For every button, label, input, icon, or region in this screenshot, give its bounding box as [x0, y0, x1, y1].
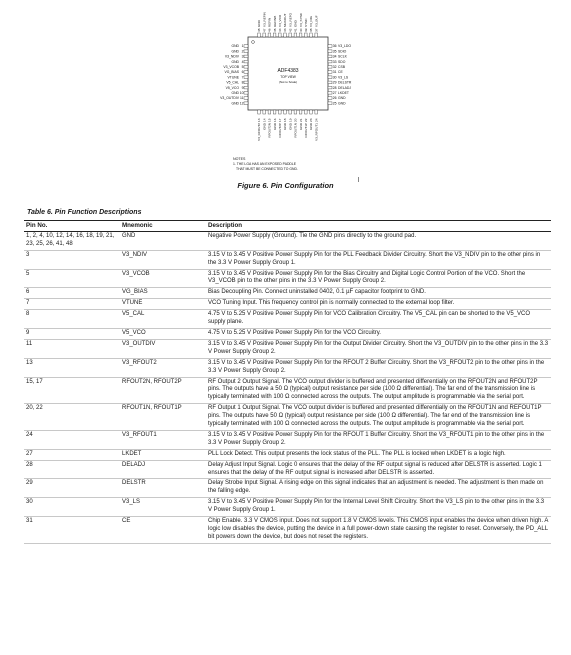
- table-row: [24, 231, 551, 250]
- pin-label: GND: [309, 123, 314, 130]
- pin-pad: [328, 92, 332, 95]
- table-row: [24, 328, 551, 339]
- pin-pad: [328, 76, 332, 79]
- pin-function-table: [24, 220, 551, 544]
- pin-cell: 30: [24, 498, 120, 517]
- pin-label: DELADJ: [338, 85, 352, 90]
- pin-number: 25: [332, 101, 337, 106]
- pin-pad: [299, 33, 302, 37]
- pin-label: MUXOUT: [283, 13, 288, 27]
- pin-label: V3_OUTDIV: [220, 96, 239, 101]
- pin-pad: [241, 44, 248, 49]
- pin-number: 27: [332, 91, 337, 95]
- mnemonic-cell: V3_NDIV: [120, 250, 206, 269]
- header-pin: Pin No.: [24, 221, 120, 232]
- pin-number: 41: [293, 28, 298, 32]
- pin-number: 22: [304, 118, 308, 122]
- pin-number: 8: [241, 80, 244, 85]
- pin-label: V3_SYNC: [298, 12, 303, 27]
- description-cell: RF Output 1 Output Signal. The VCO output divider is buffered and presented differentially on the RFOUT1N and REFOUT1P pins. The outputs have 50 Ω (typical) output resistance per side (100 Ω differential). The far end of the transmission line is typically terminated with 100 Ω connected across the outputs. The output amplitude is programmable via the serial port.: [206, 404, 551, 431]
- pin-cell: 11: [24, 339, 120, 358]
- mnemonic-cell: RFOUT1N, RFOUT1P: [120, 404, 206, 431]
- pin-label: GND: [293, 20, 298, 27]
- pin-pad: [279, 33, 282, 37]
- table-row: [24, 288, 551, 299]
- pin-pad: [241, 85, 248, 90]
- pin-pad: [328, 86, 332, 89]
- left-pin-row: [220, 44, 248, 105]
- pin-number: 37: [314, 28, 319, 32]
- top-pin-row: [257, 12, 318, 37]
- pin-number: 18: [283, 118, 288, 122]
- table-row: [24, 269, 551, 288]
- bottom-pin-row: [257, 110, 318, 141]
- pin-cell: 29: [24, 479, 120, 498]
- pin-cell: 6: [24, 288, 120, 299]
- pin-number: 26: [332, 96, 337, 101]
- table-row: [24, 430, 551, 449]
- pin-label: GND: [257, 20, 262, 27]
- table-header-row: [24, 221, 551, 232]
- pin-pad: [263, 33, 266, 37]
- pin-label: V3_BUF: [314, 15, 319, 27]
- pin-number: 21: [298, 118, 303, 122]
- description-cell: Delay Strobe Input Signal. A rising edge on this signal indicates that an adjustment is needed. The adjustment is then made on the falling edge.: [206, 479, 551, 498]
- pin-label: GND: [288, 123, 293, 130]
- pin-cell: 13: [24, 358, 120, 377]
- pin-number: 2: [241, 49, 244, 54]
- mnemonic-cell: DELSTR: [120, 479, 206, 498]
- mnemonic-cell: V3_RFOUT2: [120, 358, 206, 377]
- description-cell: Delay Adjust Input Signal. Logic 0 ensures that the delay of the RF output signal is reduced after DELSTR is asserted. Logic 1 ensures that the delay of the RF output signal is increased after DELSTR is asserted.: [206, 460, 551, 479]
- pin-number: 31: [332, 70, 337, 75]
- pin-label: LKDET: [338, 91, 349, 95]
- pin-label: CSB: [338, 65, 345, 69]
- pin-label: GND: [231, 101, 239, 106]
- pin-number: 35: [332, 49, 337, 54]
- pin-pad: [241, 54, 248, 59]
- pin-label: V3_RFOUT1: [314, 122, 319, 141]
- pin-pad: [284, 110, 287, 114]
- pin-label: SCLK: [338, 54, 347, 59]
- pin-number: 6: [241, 70, 244, 75]
- description-cell: 3.15 V to 3.45 V Positive Power Supply Pin for the Internal Level Shift Circuitry. Short the V3_LS pin to the other pins in the 3.3 V Power Supply Group 1.: [206, 498, 551, 517]
- pin-label: V3_REFIN: [262, 12, 267, 27]
- pin-pad: [268, 33, 271, 37]
- pin-cell: 24: [24, 430, 120, 449]
- pin-label: V5_CAL: [226, 80, 239, 85]
- description-cell: 3.15 V to 3.45 V Positive Power Supply Pin for the Bias Circuitry and Digital Logic Control Portion of the VCO. Short the V3_VCOB pin to the other pins in the 3.3 V Power Supply Group 2.: [206, 269, 551, 288]
- notes-title: NOTES: [233, 157, 246, 161]
- pin-number: 38: [309, 28, 314, 32]
- right-pin-row: [328, 44, 352, 105]
- figure-caption: Figure 6. Pin Configuration: [237, 181, 334, 190]
- pin-pad: [273, 110, 276, 114]
- pin-pad: [294, 33, 297, 37]
- pin-pad: [328, 66, 332, 69]
- table-row: [24, 460, 551, 479]
- pin-cell: 9: [24, 328, 120, 339]
- pin-number: 46: [267, 28, 272, 32]
- pin-pad: [289, 110, 292, 114]
- pin-pad: [328, 45, 332, 48]
- table-row: [24, 449, 551, 460]
- table-row: [24, 377, 551, 404]
- pin-number: 19: [288, 118, 293, 122]
- pin-label: REFIN: [267, 17, 272, 27]
- pin-pad: [244, 97, 248, 100]
- pin-pad: [241, 75, 248, 80]
- pin-number: 4: [241, 59, 244, 64]
- pin-pad: [258, 33, 261, 37]
- pin-number: 3: [241, 54, 244, 59]
- pin-label: GND: [338, 96, 346, 101]
- pin-number: 15: [267, 118, 272, 122]
- pin-pad: [244, 102, 248, 105]
- table-title: Table 6. Pin Function Descriptions: [27, 209, 142, 216]
- pin-label: CE: [338, 70, 343, 75]
- pin-number: 5: [241, 65, 244, 69]
- table-row: [24, 358, 551, 377]
- pin-number: 36: [332, 44, 337, 49]
- description-cell: Negative Power Supply (Ground). Tie the GND pins directly to the ground pad.: [206, 231, 551, 250]
- pin-pad: [328, 60, 332, 63]
- pin-number: 44: [278, 28, 282, 32]
- pin-number: 12: [239, 101, 244, 106]
- pin-pad: [263, 110, 266, 114]
- pin-pad: [305, 110, 308, 114]
- pin-configuration-diagram: [205, 0, 365, 175]
- mnemonic-cell: GND: [120, 231, 206, 250]
- pin-label: GND: [231, 49, 239, 54]
- pin-number: 43: [283, 28, 288, 32]
- mnemonic-cell: V3_LS: [120, 498, 206, 517]
- pin-number: 28: [332, 85, 337, 90]
- mnemonic-cell: VTUNE: [120, 299, 206, 310]
- table-row: [24, 339, 551, 358]
- pin-label: DELSTR: [338, 80, 352, 85]
- mnemonic-cell: V3_VCOB: [120, 269, 206, 288]
- pin-label: SYNC: [304, 18, 308, 27]
- description-cell: 3.15 V to 3.45 V Positive Power Supply Pin for the Output Divider Circuitry. Short the V3_OUTDIV pin to the other pins in the 3.3 V Power Supply Group 2.: [206, 339, 551, 358]
- pin-number: 23: [309, 118, 314, 122]
- description-cell: PLL Lock Detect. This output presents the lock status of the PLL. The PLL is locked when LKDET is a logic high.: [206, 449, 551, 460]
- description-cell: Chip Enable. 3.3 V CMOS input. Does not support 1.8 V CMOS levels. This CMOS input enables the device when driven high. A logic low disables the device, putting the device in a full power-down state causing the register to reset. Conversely, the PD_ALL bit powers down the device, but does not reset the registers.: [206, 517, 551, 544]
- pin-pad: [310, 110, 313, 114]
- pin-pad: [241, 49, 248, 54]
- table-row: [24, 479, 551, 498]
- pin-number: 47: [262, 28, 267, 32]
- pin-number: 30: [332, 75, 337, 80]
- table-row: [24, 250, 551, 269]
- pin-cell: 20, 22: [24, 404, 120, 431]
- pin-cell: 5: [24, 269, 120, 288]
- description-cell: 3.15 V to 3.45 V Positive Power Supply Pin for the RFOUT 1 Buffer Circuitry. Short the V3_RFOUT1 pin to the other pins in the 3.3 V Power Supply Group 2.: [206, 430, 551, 449]
- pin-number: 33: [332, 59, 337, 64]
- pin-label: RFOUT2N: [267, 123, 272, 138]
- table-row: [24, 299, 551, 310]
- description-cell: Bias Decoupling Pin. Connect uninstalled 0402, 0.1 µF capacitor footprint to GND.: [206, 288, 551, 299]
- table-row: [24, 517, 551, 544]
- pin-pad: [294, 110, 297, 114]
- pin-number: 29: [332, 80, 337, 85]
- pin-cell: 31: [24, 517, 120, 544]
- pin-pad: [305, 33, 308, 37]
- pin-label: V3_LDO: [338, 44, 352, 49]
- header-mnemonic: Mnemonic: [120, 221, 206, 232]
- pin-pad: [328, 102, 332, 105]
- pin-label: V3_VCOB: [223, 65, 239, 69]
- pin-cell: 1, 2, 4, 10, 12, 14, 16, 18, 19, 21, 23, 25, 26, 41, 48: [24, 231, 120, 250]
- pin-label: GND: [231, 44, 239, 49]
- pin-cell: 27: [24, 449, 120, 460]
- description-cell: 3.15 V to 3.45 V Positive Power Supply Pin for the RFOUT 2 Buffer Circuitry. Short the V3_RFOUT2 pin to the other pins in the 3.3 V Power Supply Group 2.: [206, 358, 551, 377]
- pin-label: SDO: [338, 59, 346, 64]
- pin-pad: [328, 71, 332, 74]
- pin-number: 48: [257, 28, 262, 32]
- mnemonic-cell: DELADJ: [120, 460, 206, 479]
- pin-label: GND: [231, 91, 239, 95]
- pin-number: 7: [241, 75, 244, 80]
- pin-label: VG_BIAS: [224, 70, 239, 75]
- table-row: [24, 404, 551, 431]
- pin-label: GND: [262, 123, 267, 130]
- pin-number: 32: [332, 65, 337, 69]
- pin-number: 14: [262, 118, 267, 122]
- pin-pad: [328, 97, 332, 100]
- pin-label: RFOUT1N: [293, 123, 298, 138]
- pin-pad: [241, 65, 248, 69]
- pin-label: V3_REFO: [288, 12, 293, 27]
- pin-cell: 28: [24, 460, 120, 479]
- pin-label: V3_NDIV: [224, 54, 239, 59]
- header-description: Description: [206, 221, 551, 232]
- pin-label: GND: [283, 123, 288, 130]
- pin-cell: 8: [24, 310, 120, 329]
- pin-pad: [241, 70, 248, 75]
- notes-line2: THAT MUST BE CONNECTED TO GND.: [236, 167, 298, 171]
- pin-number: 16: [272, 118, 277, 122]
- pin-label: V3_LS: [338, 75, 349, 80]
- pin-number: 9: [241, 85, 244, 90]
- mnemonic-cell: V5_VCO: [120, 328, 206, 339]
- pin-number: 1: [241, 44, 244, 49]
- description-cell: RF Output 2 Output Signal. The VCO output divider is buffered and presented differentially on the RFOUT2N and RFOUT2P pins. The outputs have a 50 Ω (typical) output resistance per side (100 Ω differential). The far end of the transmission line is typically terminated with 100 Ω connected across the outputs. The output amplitude is programmable via the serial port.: [206, 377, 551, 404]
- pin-number: 40: [298, 28, 303, 32]
- pin-label: VTUNE: [227, 75, 239, 80]
- description-cell: 3.15 V to 3.45 V Positive Power Supply Pin for the PLL Feedback Divider Circuitry. Short the V3_NDIV pin to the other pins in the 3.3 V Power Supply Group 1.: [206, 250, 551, 269]
- pin-pad: [268, 110, 271, 114]
- pin-label: RFOUT2P: [278, 123, 282, 138]
- pin-pad: [315, 110, 318, 114]
- chip-view: TOP VIEW: [280, 75, 296, 79]
- pin-pad: [241, 59, 248, 64]
- description-cell: 4.75 V to 5.25 V Positive Power Supply Pin for the VCO Circuitry.: [206, 328, 551, 339]
- pin-pad: [328, 50, 332, 53]
- pin-label: SDIO: [338, 49, 347, 54]
- pin-number: 20: [293, 118, 298, 122]
- chip-scale: (Not to Scale): [278, 80, 298, 84]
- pin-pad: [315, 33, 318, 37]
- pin-number: 34: [332, 54, 337, 59]
- description-cell: 4.75 V to 5.25 V Positive Power Supply Pin for VCO Calibration Circuitry. The V5_CAL pin can be shorted to the V5_VCO supply plane.: [206, 310, 551, 329]
- pin-pad: [273, 33, 276, 37]
- pin-label: GND: [231, 59, 239, 64]
- pin-label: V3_RFOUT2: [257, 123, 262, 141]
- notes-line1: 1. THE LGA HAS AN EXPOSED PADDLE: [233, 162, 296, 166]
- table-row: [24, 310, 551, 329]
- pin-number: 42: [288, 28, 293, 32]
- mnemonic-cell: LKDET: [120, 449, 206, 460]
- mnemonic-cell: V3_RFOUT1: [120, 430, 206, 449]
- pin-label: V3_DIG: [309, 15, 314, 27]
- pin-number: 10: [239, 91, 244, 95]
- pin-label: V5_VCO: [225, 85, 239, 90]
- pin-number: 45: [272, 28, 277, 32]
- pin-number: 17: [278, 118, 282, 122]
- pin-number: 24: [314, 118, 319, 122]
- pin-pad: [284, 33, 287, 37]
- pin-number: 11: [239, 96, 244, 101]
- chip-name: ADF4383: [277, 68, 299, 74]
- pin-label: GND: [272, 123, 277, 130]
- pin-pad: [279, 110, 282, 114]
- pin-pad: [328, 81, 332, 84]
- pin-label: RFOUT1P: [304, 123, 308, 138]
- pin-pad: [241, 80, 248, 85]
- pin-pad: [328, 55, 332, 58]
- pin-cell: 7: [24, 299, 120, 310]
- pin-pad: [299, 110, 302, 114]
- pin-pad: [289, 33, 292, 37]
- pin-number: 13: [257, 118, 262, 122]
- pin-label: GND: [298, 123, 303, 130]
- pin-cell: 3: [24, 250, 120, 269]
- pin-label: REFINB: [272, 15, 277, 27]
- mnemonic-cell: V5_CAL: [120, 310, 206, 329]
- pin-label: GND: [338, 101, 346, 106]
- pin-label: V3_VCO: [278, 14, 282, 27]
- description-cell: VCO Tuning Input. This frequency control pin is normally connected to the external loop filter.: [206, 299, 551, 310]
- table-row: [24, 498, 551, 517]
- mnemonic-cell: RFOUT2N, RFOUT2P: [120, 377, 206, 404]
- mnemonic-cell: CE: [120, 517, 206, 544]
- pin-pad: [244, 92, 248, 95]
- pin-pad: [310, 33, 313, 37]
- pin-pad: [258, 110, 261, 114]
- mnemonic-cell: V3_OUTDIV: [120, 339, 206, 358]
- pin-cell: 15, 17: [24, 377, 120, 404]
- pin-number: 39: [304, 28, 308, 32]
- mnemonic-cell: VG_BIAS: [120, 288, 206, 299]
